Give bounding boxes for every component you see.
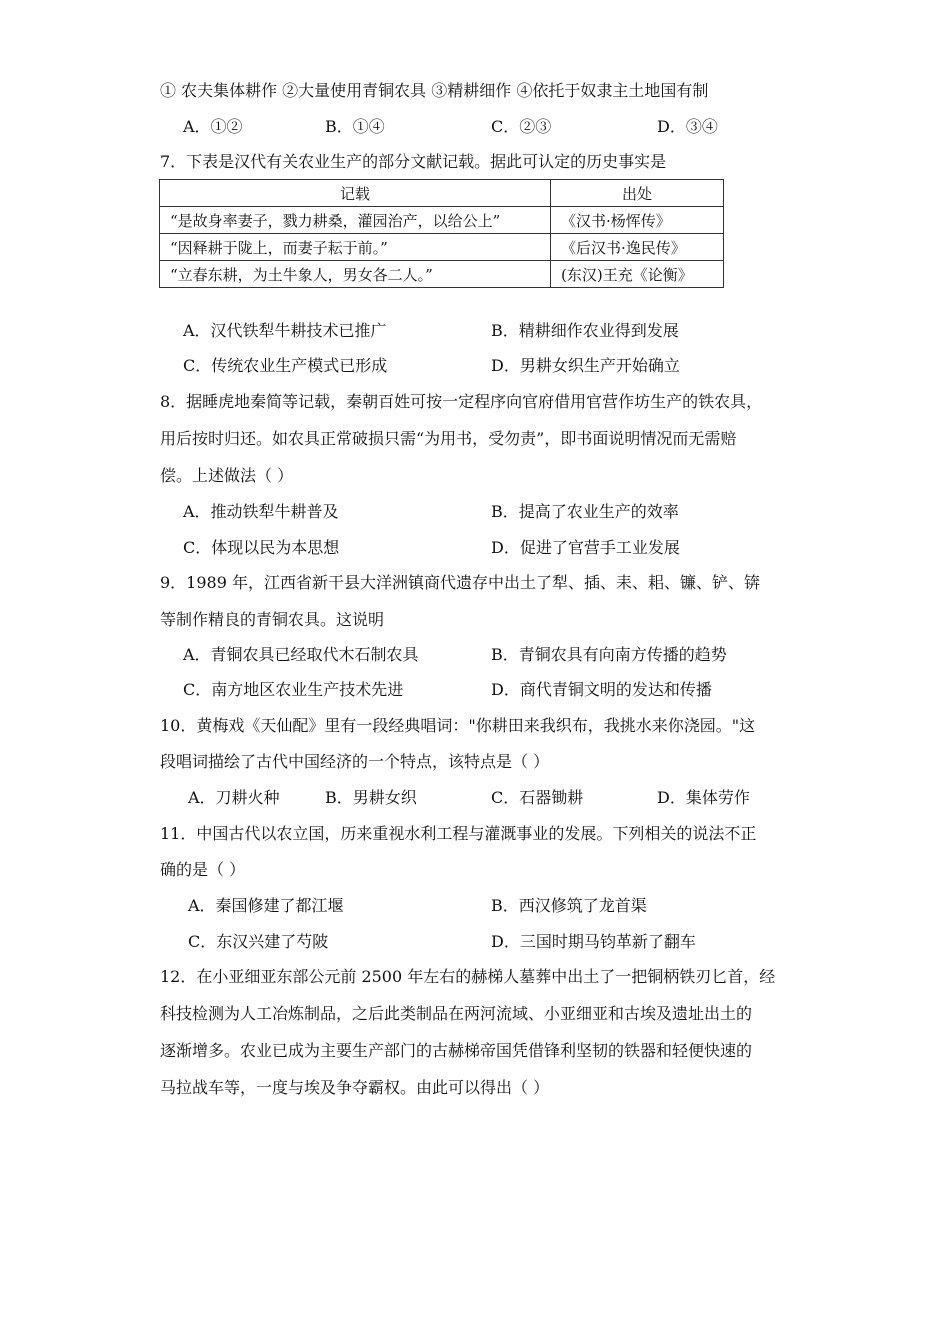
q11-stem-line: 11．中国古代以农立国，历来重视水利工程与灌溉事业的发展。下列相关的说法不正 xyxy=(160,824,757,843)
table-cell-record: “是故身率妻子，戮力耕桑，灌园治产，以给公上” xyxy=(160,207,551,234)
q10-option-c[interactable]: C．石器锄耕 xyxy=(491,788,584,807)
q12-stem-line: 马拉战车等，一度与埃及争夺霸权。由此可以得出（ ） xyxy=(160,1078,550,1097)
q8-stem-line: 偿。上述做法（ ） xyxy=(160,466,294,485)
table-row xyxy=(160,207,724,234)
q12-stem-line: 逐渐增多。农业已成为主要生产部门的古赫梯帝国凭借锋利坚韧的铁器和轻便快速的 xyxy=(160,1041,753,1060)
q10-stem-line: 10．黄梅戏《天仙配》里有一段经典唱词："你耕田来我织布，我挑水来你浇园。"这 xyxy=(160,716,756,735)
q6-option-b[interactable]: B．①④ xyxy=(325,117,385,136)
q6-statements: ① 农夫集体耕作 ②大量使用青铜农具 ③精耕细作 ④依托于奴隶主土地国有制 xyxy=(160,81,709,100)
q9-option-b[interactable]: B．青铜农具有向南方传播的趋势 xyxy=(491,645,727,664)
q9-option-c[interactable]: C．南方地区农业生产技术先进 xyxy=(183,680,404,699)
q10-stem-line: 段唱词描绘了古代中国经济的一个特点，该特点是（ ） xyxy=(160,752,550,771)
table-cell-record: “立春东耕，为土牛象人，男女各二人。” xyxy=(160,261,551,288)
q11-option-c[interactable]: C．东汉兴建了芍陂 xyxy=(188,932,329,951)
q9-option-d[interactable]: D．商代青铜文明的发达和传播 xyxy=(491,680,712,699)
table-row xyxy=(160,261,724,288)
q7-option-a[interactable]: A．汉代铁犁牛耕技术已推广 xyxy=(183,321,387,340)
table-cell-source: 《汉书·杨恽传》 xyxy=(551,207,724,234)
q6-option-d[interactable]: D．③④ xyxy=(657,117,718,136)
q7-option-c[interactable]: C．传统农业生产模式已形成 xyxy=(183,356,388,375)
q7-option-d[interactable]: D．男耕女织生产开始确立 xyxy=(491,356,680,375)
table-header-source: 出处 xyxy=(551,180,724,207)
q10-option-a[interactable]: A．刀耕火种 xyxy=(188,788,280,807)
q11-option-b[interactable]: B．西汉修筑了龙首渠 xyxy=(491,896,647,915)
q7-option-b[interactable]: B．精耕细作农业得到发展 xyxy=(491,321,679,340)
table-header-row xyxy=(160,180,724,207)
q10-option-d[interactable]: D．集体劳作 xyxy=(657,788,750,807)
q8-option-b[interactable]: B．提高了农业生产的效率 xyxy=(491,502,679,521)
q8-option-d[interactable]: D．促进了官营手工业发展 xyxy=(491,538,680,557)
q12-stem-line: 科技检测为人工冶炼制品，之后此类制品在两河流域、小亚细亚和古埃及遗址出土的 xyxy=(160,1004,753,1023)
q9-option-a[interactable]: A．青铜农具已经取代木石制农具 xyxy=(183,645,419,664)
q10-option-b[interactable]: B．男耕女织 xyxy=(325,788,417,807)
q7-table xyxy=(159,179,724,288)
q9-stem-line: 9．1989 年，江西省新干县大洋洲镇商代遗存中出土了犁、插、耒、耜、镰、铲、锛 xyxy=(160,573,760,592)
q12-stem-line: 12．在小亚细亚东部公元前 2500 年左右的赫梯人墓葬中出土了一把铜柄铁刃匕首，经 xyxy=(160,967,776,986)
table-row xyxy=(160,234,724,261)
q11-option-a[interactable]: A．秦国修建了都江堰 xyxy=(188,896,344,915)
table-header-record: 记载 xyxy=(160,180,551,207)
q11-stem-line: 确的是（ ） xyxy=(160,860,246,879)
q8-option-a[interactable]: A．推动铁犁牛耕普及 xyxy=(183,502,339,521)
q6-option-a[interactable]: A．①② xyxy=(183,117,243,136)
q11-option-d[interactable]: D．三国时期马钧革新了翻车 xyxy=(491,932,696,951)
table-cell-record: “因释耕于陇上，而妻子耘于前。” xyxy=(160,234,551,261)
q9-stem-line: 等制作精良的青铜农具。这说明 xyxy=(160,610,385,629)
q8-option-c[interactable]: C．体现以民为本思想 xyxy=(183,538,340,557)
table-cell-source: 《后汉书·逸民传》 xyxy=(551,234,724,261)
q8-stem-line: 用后按时归还。如农具正常破损只需“为用书，受勿责”，即书面说明情况而无需赔 xyxy=(160,429,737,448)
q8-stem-line: 8．据睡虎地秦简等记载，秦朝百姓可按一定程序向官府借用官营作坊生产的铁农具， xyxy=(160,392,763,411)
q7-stem: 7．下表是汉代有关农业生产的部分文献记载。据此可认定的历史事实是 xyxy=(160,152,667,171)
q6-option-c[interactable]: C．②③ xyxy=(491,117,552,136)
table-cell-source: (东汉)王充《论衡》 xyxy=(551,261,724,288)
